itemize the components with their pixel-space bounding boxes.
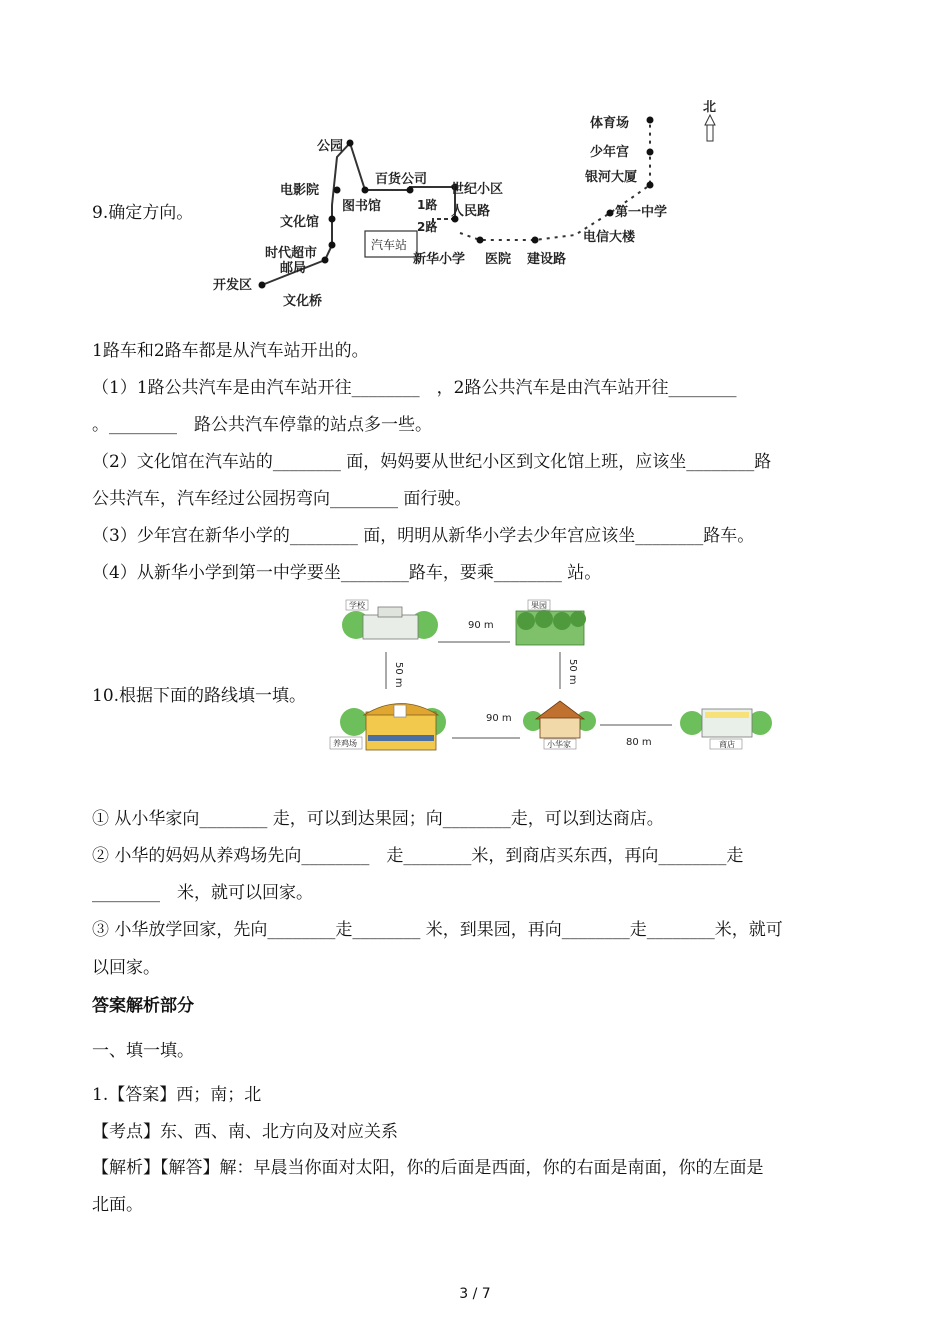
- q10-line-1: ① 从小华家向________ 走，可以到达果园；向________走，可以到达商店。: [92, 809, 664, 829]
- q9-line-6: （4）从新华小学到第一中学要坐________路车，要乘________ 站。: [92, 563, 602, 583]
- page-number: 3 / 7: [459, 1286, 491, 1302]
- station-park: 公园: [317, 139, 344, 154]
- route-1-label: 1路: [417, 198, 438, 212]
- home-label: 小华家: [547, 740, 571, 749]
- route-2-label: 2路: [417, 220, 438, 234]
- q9-line-4: 公共汽车，汽车经过公园拐弯向________ 面行驶。: [92, 489, 472, 509]
- top-distance: 90 m: [468, 620, 494, 631]
- q9-intro: 1路车和2路车都是从汽车站开出的。: [92, 341, 369, 361]
- xiaohua-home: [523, 701, 596, 749]
- bottom-right-distance: 80 m: [626, 737, 652, 748]
- bottom-mid-distance: 90 m: [486, 713, 512, 724]
- q9-line-3: （2）文化馆在汽车站的________ 面，妈妈要从世纪小区到文化馆上班，应该坐________路: [92, 452, 772, 472]
- q9-route-map: [205, 95, 735, 320]
- station-jianshe-road: 建设路: [527, 252, 567, 267]
- station-galaxy-building: 银河大厦: [585, 170, 638, 185]
- shop-label: 商店: [719, 740, 735, 749]
- station-library: 图书馆: [342, 199, 382, 214]
- orchard: [516, 600, 586, 645]
- north-arrow-icon: [705, 115, 715, 141]
- north-label: 北: [703, 100, 717, 115]
- chicken-farm: [330, 704, 446, 751]
- answer-1: 1.【答案】西；南；北: [92, 1085, 262, 1105]
- station-cinema: 电影院: [280, 183, 320, 198]
- bus-station-label: 汽车站: [371, 238, 408, 252]
- q10-title: 10.根据下面的路线填一填。: [92, 686, 307, 706]
- station-department-store: 百货公司: [375, 172, 428, 187]
- station-youth-palace: 少年宫: [590, 145, 630, 160]
- left-distance: 50 m: [393, 662, 404, 688]
- answer-1-analysis-2: 北面。: [92, 1195, 143, 1215]
- q9-line-1: （1）1路公共汽车是由汽车站开往________ ，2路公共汽车是由汽车站开往________: [92, 378, 737, 398]
- q10-line-5: 以回家。: [92, 958, 160, 978]
- q10-line-4: ③ 小华放学回家，先向________走________ 米，到果园，再向________走________米，就可: [92, 920, 783, 940]
- station-post-office: 邮局: [280, 261, 307, 276]
- station-stadium: 体育场: [590, 116, 630, 131]
- station-telecom-building: 电信大楼: [583, 230, 636, 245]
- station-supermarket: 时代超市: [265, 246, 318, 261]
- school-label: 学校: [349, 601, 365, 610]
- station-culture-hall: 文化馆: [280, 215, 320, 230]
- q9-title: 9.确定方向。: [92, 203, 194, 223]
- answers-heading: 答案解析部分: [92, 996, 194, 1016]
- station-century-community: 世纪小区: [451, 182, 504, 197]
- q10-line-3: ________ 米，就可以回家。: [92, 883, 313, 903]
- station-culture-bridge: 文化桥: [283, 294, 323, 309]
- school-building: [342, 600, 438, 639]
- right-distance: 50 m: [567, 659, 578, 685]
- farm-label: 养鸡场: [333, 739, 357, 748]
- q9-line-5: （3）少年宫在新华小学的________ 面，明明从新华小学去少年宫应该坐________路车。: [92, 526, 755, 546]
- orchard-label: 果园: [531, 601, 547, 610]
- shop-building: [680, 709, 772, 749]
- answers-section: 一、填一填。: [92, 1041, 194, 1061]
- station-hospital: 医院: [485, 252, 512, 267]
- q10-line-2: ② 小华的妈妈从养鸡场先向________ 走________米，到商店买东西，再向________走: [92, 846, 744, 866]
- q10-route-map: [328, 597, 778, 767]
- answer-1-point: 【考点】东、西、南、北方向及对应关系: [92, 1122, 398, 1142]
- station-xinhua-school: 新华小学: [413, 252, 466, 267]
- answer-1-analysis-1: 【解析】【解答】解：早晨当你面对太阳，你的后面是西面，你的右面是南面，你的左面是: [92, 1158, 764, 1178]
- station-first-middle-school: 第一中学: [615, 205, 668, 220]
- station-peoples-road: 人民路: [451, 204, 491, 219]
- q9-line-2: 。________ 路公共汽车停靠的站点多一些。: [92, 415, 432, 435]
- station-dev-zone: 开发区: [213, 278, 253, 293]
